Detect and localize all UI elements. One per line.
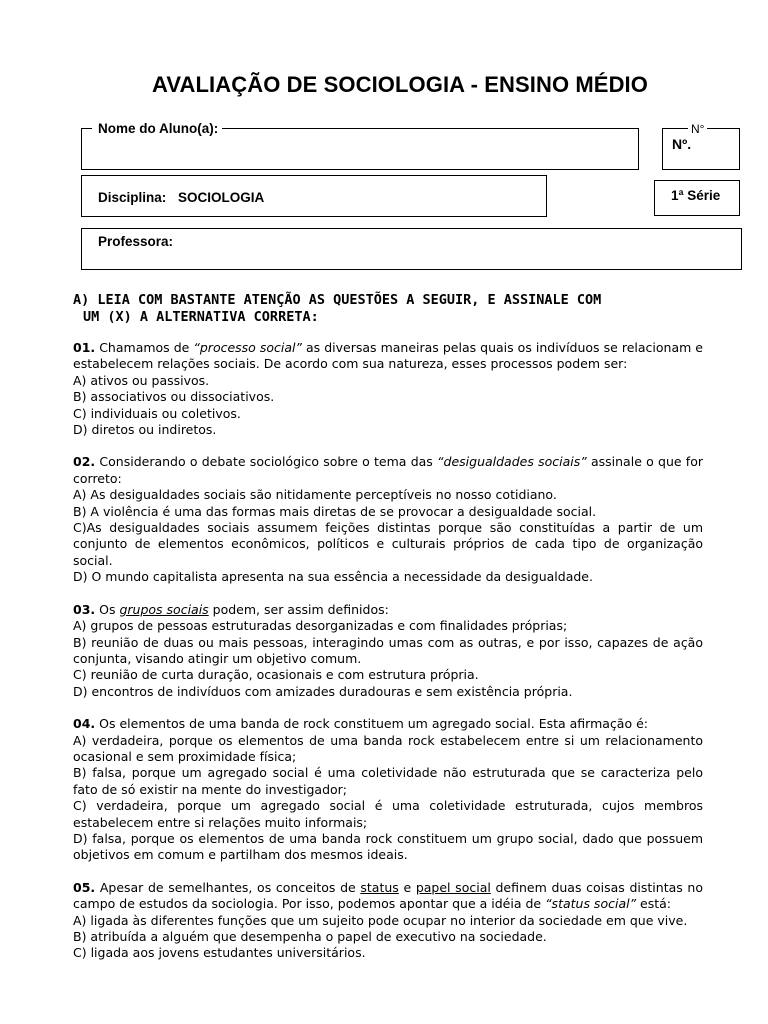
instruction-line-2: UM (X) A ALTERNATIVA CORRETA: bbox=[83, 309, 319, 325]
option-d[interactable]: D) falsa, porque os elementos de uma banda rock constituem um grupo social, dado que possuem objetivos em comum e partilham dos mesmos ideais. bbox=[73, 830, 703, 863]
option-b[interactable]: B) A violência é uma das formas mais diretas de se provocar a desigualdade social. bbox=[73, 503, 597, 519]
question-number: 01. bbox=[73, 340, 96, 355]
question-text: Chamamos de bbox=[99, 340, 194, 355]
question-text: Os elementos de uma banda de rock constituem um agregado social. Esta afirmação é: bbox=[99, 716, 648, 732]
option-c[interactable]: C) ligada aos jovens estudantes universitários. bbox=[73, 945, 366, 961]
question-text: Apesar de semelhantes, os conceitos de bbox=[99, 879, 361, 895]
option-c[interactable]: C) individuais ou coletivos. bbox=[73, 405, 241, 421]
discipline-label: Disciplina: bbox=[98, 190, 167, 205]
questions-section bbox=[73, 292, 703, 978]
page-title: AVALIAÇÃO DE SOCIOLOGIA - ENSINO MÉDIO bbox=[152, 72, 648, 97]
number-label: Nº. bbox=[672, 136, 692, 152]
question-text: definem duas coisas distintas no campo de estudos da sociologia. Por isso, podemos apontar que a idéia de bbox=[73, 879, 703, 912]
emphasis-text: “desigualdades sociais” bbox=[437, 454, 587, 470]
question-05 bbox=[73, 880, 703, 962]
question-01 bbox=[73, 340, 703, 438]
question-number: 04. bbox=[73, 716, 96, 732]
question-number: 02. bbox=[73, 454, 96, 470]
instruction-line-1: A) LEIA COM BASTANTE ATENÇÃO AS QUESTÕES A SEGUIR, E ASSINALE COM bbox=[73, 292, 602, 308]
question-text: está: bbox=[636, 896, 672, 912]
option-c[interactable]: C) reunião de curta duração, ocasionais e com estrutura própria. bbox=[73, 667, 479, 683]
option-a[interactable]: A) ligada às diferentes funções que um sujeito pode ocupar no interior da sociedade em que vive. bbox=[73, 912, 688, 928]
option-d[interactable]: D) O mundo capitalista apresenta na sua essência a necessidade da desigualdade. bbox=[73, 569, 593, 585]
question-text: as diversas maneiras pelas quais os indivíduos se relacionam e estabelecem relações sociais. De acordo com sua natureza, esses processos podem ser: bbox=[73, 340, 704, 372]
emphasis-text: “processo social” bbox=[193, 340, 302, 355]
emphasis-text: grupos sociais bbox=[119, 601, 209, 617]
number-label-top: N° bbox=[688, 122, 707, 136]
emphasis-text: status bbox=[360, 879, 399, 895]
question-text: Os bbox=[99, 601, 120, 617]
option-a[interactable]: A) ativos ou passivos. bbox=[73, 372, 210, 388]
option-b[interactable]: B) associativos ou dissociativos. bbox=[73, 389, 275, 405]
question-text: Considerando o debate sociológico sobre o tema das bbox=[99, 454, 438, 470]
emphasis-text: papel social bbox=[415, 879, 491, 895]
question-text: podem, ser assim definidos: bbox=[208, 601, 389, 617]
question-03 bbox=[73, 602, 703, 700]
instructions bbox=[73, 292, 703, 326]
option-d[interactable]: D) diretos ou indiretos. bbox=[73, 422, 217, 438]
emphasis-text: “status social” bbox=[545, 896, 637, 912]
option-c[interactable]: C)As desigualdades sociais assumem feições distintas porque são constituídas a partir de um conjunto de elementos econômicos, políticos e culturais próprios de cada tipo de organização social. bbox=[73, 520, 703, 568]
option-d[interactable]: D) encontros de indivíduos com amizades duradouras e sem existência própria. bbox=[73, 683, 573, 699]
option-a[interactable]: A) verdadeira, porque os elementos de uma banda rock estabelecem entre si um relacionamento ocasional e sem proximidade física; bbox=[73, 732, 703, 764]
question-text: e bbox=[398, 879, 416, 895]
question-number: 03. bbox=[73, 601, 96, 617]
question-04 bbox=[73, 716, 703, 864]
question-number: 05. bbox=[73, 879, 96, 895]
option-c[interactable]: C) verdadeira, porque um agregado social é uma coletividade estruturada, cujos membros estabelecem entre si relações muito informais; bbox=[73, 798, 703, 830]
teacher-label: Professora: bbox=[98, 234, 174, 249]
option-a[interactable]: A) grupos de pessoas estruturadas desorganizadas e com finalidades próprias; bbox=[73, 618, 568, 634]
teacher-field[interactable] bbox=[81, 228, 742, 270]
student-name-label: Nome do Aluno(a): bbox=[92, 121, 222, 136]
option-a[interactable]: A) As desigualdades sociais são nitidamente perceptíveis no nosso cotidiano. bbox=[73, 487, 557, 503]
grade-value: 1ª Série bbox=[671, 188, 721, 203]
question-text: assinale o que for correto: bbox=[73, 454, 703, 486]
question-02 bbox=[73, 454, 703, 585]
option-b[interactable]: B) falsa, porque um agregado social é uma coletividade não estruturada que se caracteriza pelo fato de só existir na mente do investigador; bbox=[73, 765, 703, 797]
option-b[interactable]: B) reunião de duas ou mais pessoas, interagindo umas com as outras, e por isso, capazes de ação conjunta, visando atingir um objetivo comum. bbox=[73, 634, 703, 666]
option-b[interactable]: B) atribuída a alguém que desempenha o papel de executivo na sociedade. bbox=[73, 929, 547, 944]
discipline-value: SOCIOLOGIA bbox=[178, 190, 265, 205]
